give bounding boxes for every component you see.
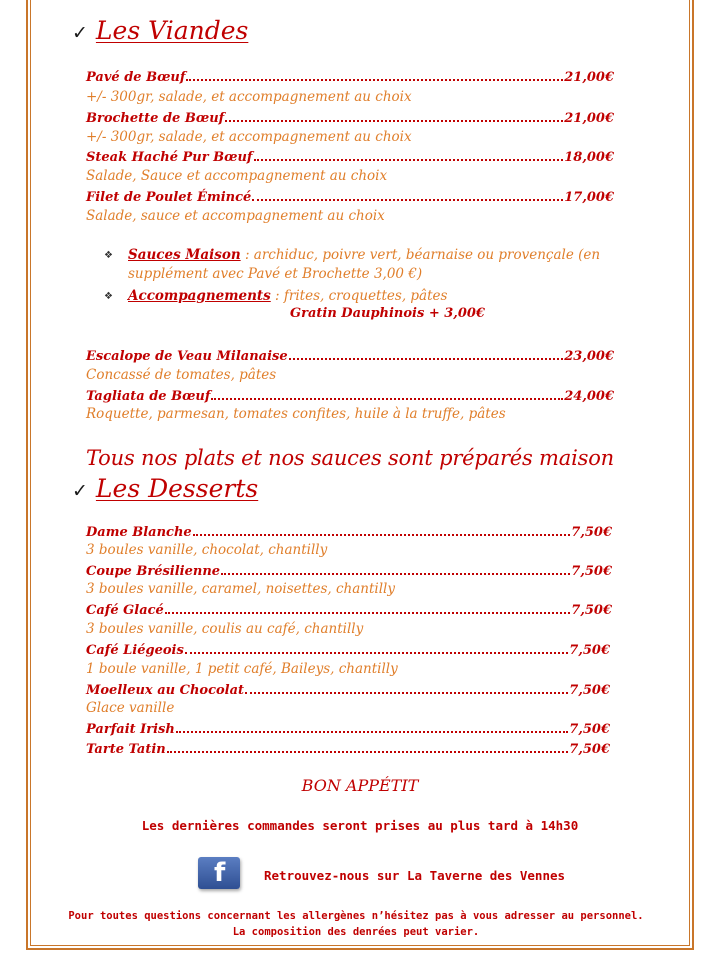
menu-item	[86, 680, 610, 698]
item-price: 17,00€	[564, 190, 614, 205]
menu-item	[86, 386, 614, 404]
facebook-text: Retrouvez-nous sur La Taverne des Vennes	[264, 868, 566, 883]
checkmark-icon: ✓	[72, 480, 88, 502]
item-name: Tarte Tatin	[86, 742, 166, 757]
accompaniments-note	[106, 287, 654, 306]
item-name: Moelleux au Chocolat	[86, 683, 245, 698]
menu-item	[86, 640, 610, 658]
menu-item	[86, 561, 612, 579]
item-name: Escalope de Veau Milanaise	[86, 349, 288, 364]
item-price: 7,50€	[571, 525, 612, 540]
leader-dots	[193, 522, 571, 536]
leader-dots	[165, 600, 570, 614]
composition-notice: La composition des denrées peut varier.	[232, 926, 480, 938]
item-description: Salade, sauce et accompagnement au choix	[86, 208, 385, 224]
item-price: 7,50€	[569, 722, 610, 737]
leader-dots	[252, 187, 563, 201]
leader-dots	[221, 561, 570, 575]
leader-dots	[225, 108, 563, 122]
item-name: Café Liégeois	[86, 643, 184, 658]
menu-item	[86, 67, 614, 85]
sauces-note	[106, 246, 654, 284]
item-price: 7,50€	[569, 742, 610, 757]
diamond-bullet-icon: ❖	[104, 250, 113, 261]
item-name: Brochette de Bœuf	[86, 111, 225, 126]
item-price: 18,00€	[564, 150, 614, 165]
item-price: 23,00€	[564, 349, 614, 364]
item-name: Café Glacé	[86, 603, 164, 618]
menu-item	[86, 147, 614, 165]
checkmark-icon: ✓	[72, 22, 88, 44]
sauces-label: Sauces Maison	[128, 247, 241, 263]
last-orders-notice: Les dernières commandes seront prises au plus tard à 14h30	[141, 818, 579, 833]
item-name: Filet de Poulet Émincé	[86, 190, 252, 205]
menu-item	[86, 600, 612, 618]
item-price: 7,50€	[569, 683, 610, 698]
sauces-text: : archiduc, poivre vert, béarnaise ou provençale (en supplément avec Pavé et Brochette 3,00 €)	[128, 247, 601, 282]
leader-dots	[176, 719, 568, 733]
item-name: Steak Haché Pur Bœuf	[86, 150, 253, 165]
section-title-desserts: Les Desserts	[95, 474, 259, 503]
leader-dots	[289, 346, 564, 360]
menu-item	[86, 739, 610, 757]
menu-item	[86, 108, 614, 126]
item-price: 7,50€	[569, 643, 610, 658]
item-description: 3 boules vanille, caramel, noisettes, chantilly	[86, 581, 395, 597]
leader-dots	[245, 680, 568, 694]
accompaniments-text: : frites, croquettes, pâtes	[270, 288, 448, 304]
facebook-icon[interactable]: f	[198, 857, 240, 889]
menu-item	[86, 187, 614, 205]
item-name: Coupe Brésilienne	[86, 564, 221, 579]
leader-dots	[254, 147, 564, 161]
item-description: 3 boules vanille, chocolat, chantilly	[86, 542, 328, 558]
item-description: Concassé de tomates, pâtes	[86, 367, 277, 383]
leader-dots	[186, 67, 563, 81]
slogan: Tous nos plats et nos sauces sont préparés maison	[86, 446, 614, 470]
accompaniments-label: Accompagnements	[128, 288, 271, 304]
section-title-viandes: Les Viandes	[95, 16, 249, 45]
gratin-supplement: Gratin Dauphinois + 3,00€	[290, 306, 485, 321]
item-description: Glace vanille	[86, 700, 175, 716]
item-description: 1 boule vanille, 1 petit café, Baileys, chantilly	[86, 661, 398, 677]
bon-appetit: BON APPÉTIT	[301, 776, 419, 795]
item-price: 21,00€	[564, 111, 614, 126]
diamond-bullet-icon: ❖	[104, 291, 113, 302]
item-description: Roquette, parmesan, tomates confites, huile à la truffe, pâtes	[86, 406, 506, 422]
item-name: Dame Blanche	[86, 525, 192, 540]
menu-item	[86, 346, 614, 364]
item-name: Parfait Irish	[86, 722, 175, 737]
item-description: Salade, Sauce et accompagnement au choix	[86, 168, 388, 184]
item-name: Pavé de Bœuf	[86, 70, 186, 85]
item-description: 3 boules vanille, coulis au café, chantilly	[86, 621, 364, 637]
item-price: 21,00€	[564, 70, 614, 85]
item-description: +/- 300gr, salade, et accompagnement au choix	[86, 129, 412, 145]
allergens-notice: Pour toutes questions concernant les allergènes n’hésitez pas à vous adresser au personnel.	[68, 910, 644, 922]
item-price: 7,50€	[571, 603, 612, 618]
item-price: 7,50€	[571, 564, 612, 579]
section-header-desserts	[72, 474, 258, 503]
item-name: Tagliata de Bœuf	[86, 389, 211, 404]
item-price: 24,00€	[564, 389, 614, 404]
leader-dots	[211, 386, 563, 400]
leader-dots	[167, 739, 569, 753]
item-description: +/- 300gr, salade, et accompagnement au choix	[86, 89, 412, 105]
leader-dots	[185, 640, 568, 654]
menu-item	[86, 522, 612, 540]
menu-item	[86, 719, 610, 737]
section-header-viandes	[72, 16, 248, 45]
